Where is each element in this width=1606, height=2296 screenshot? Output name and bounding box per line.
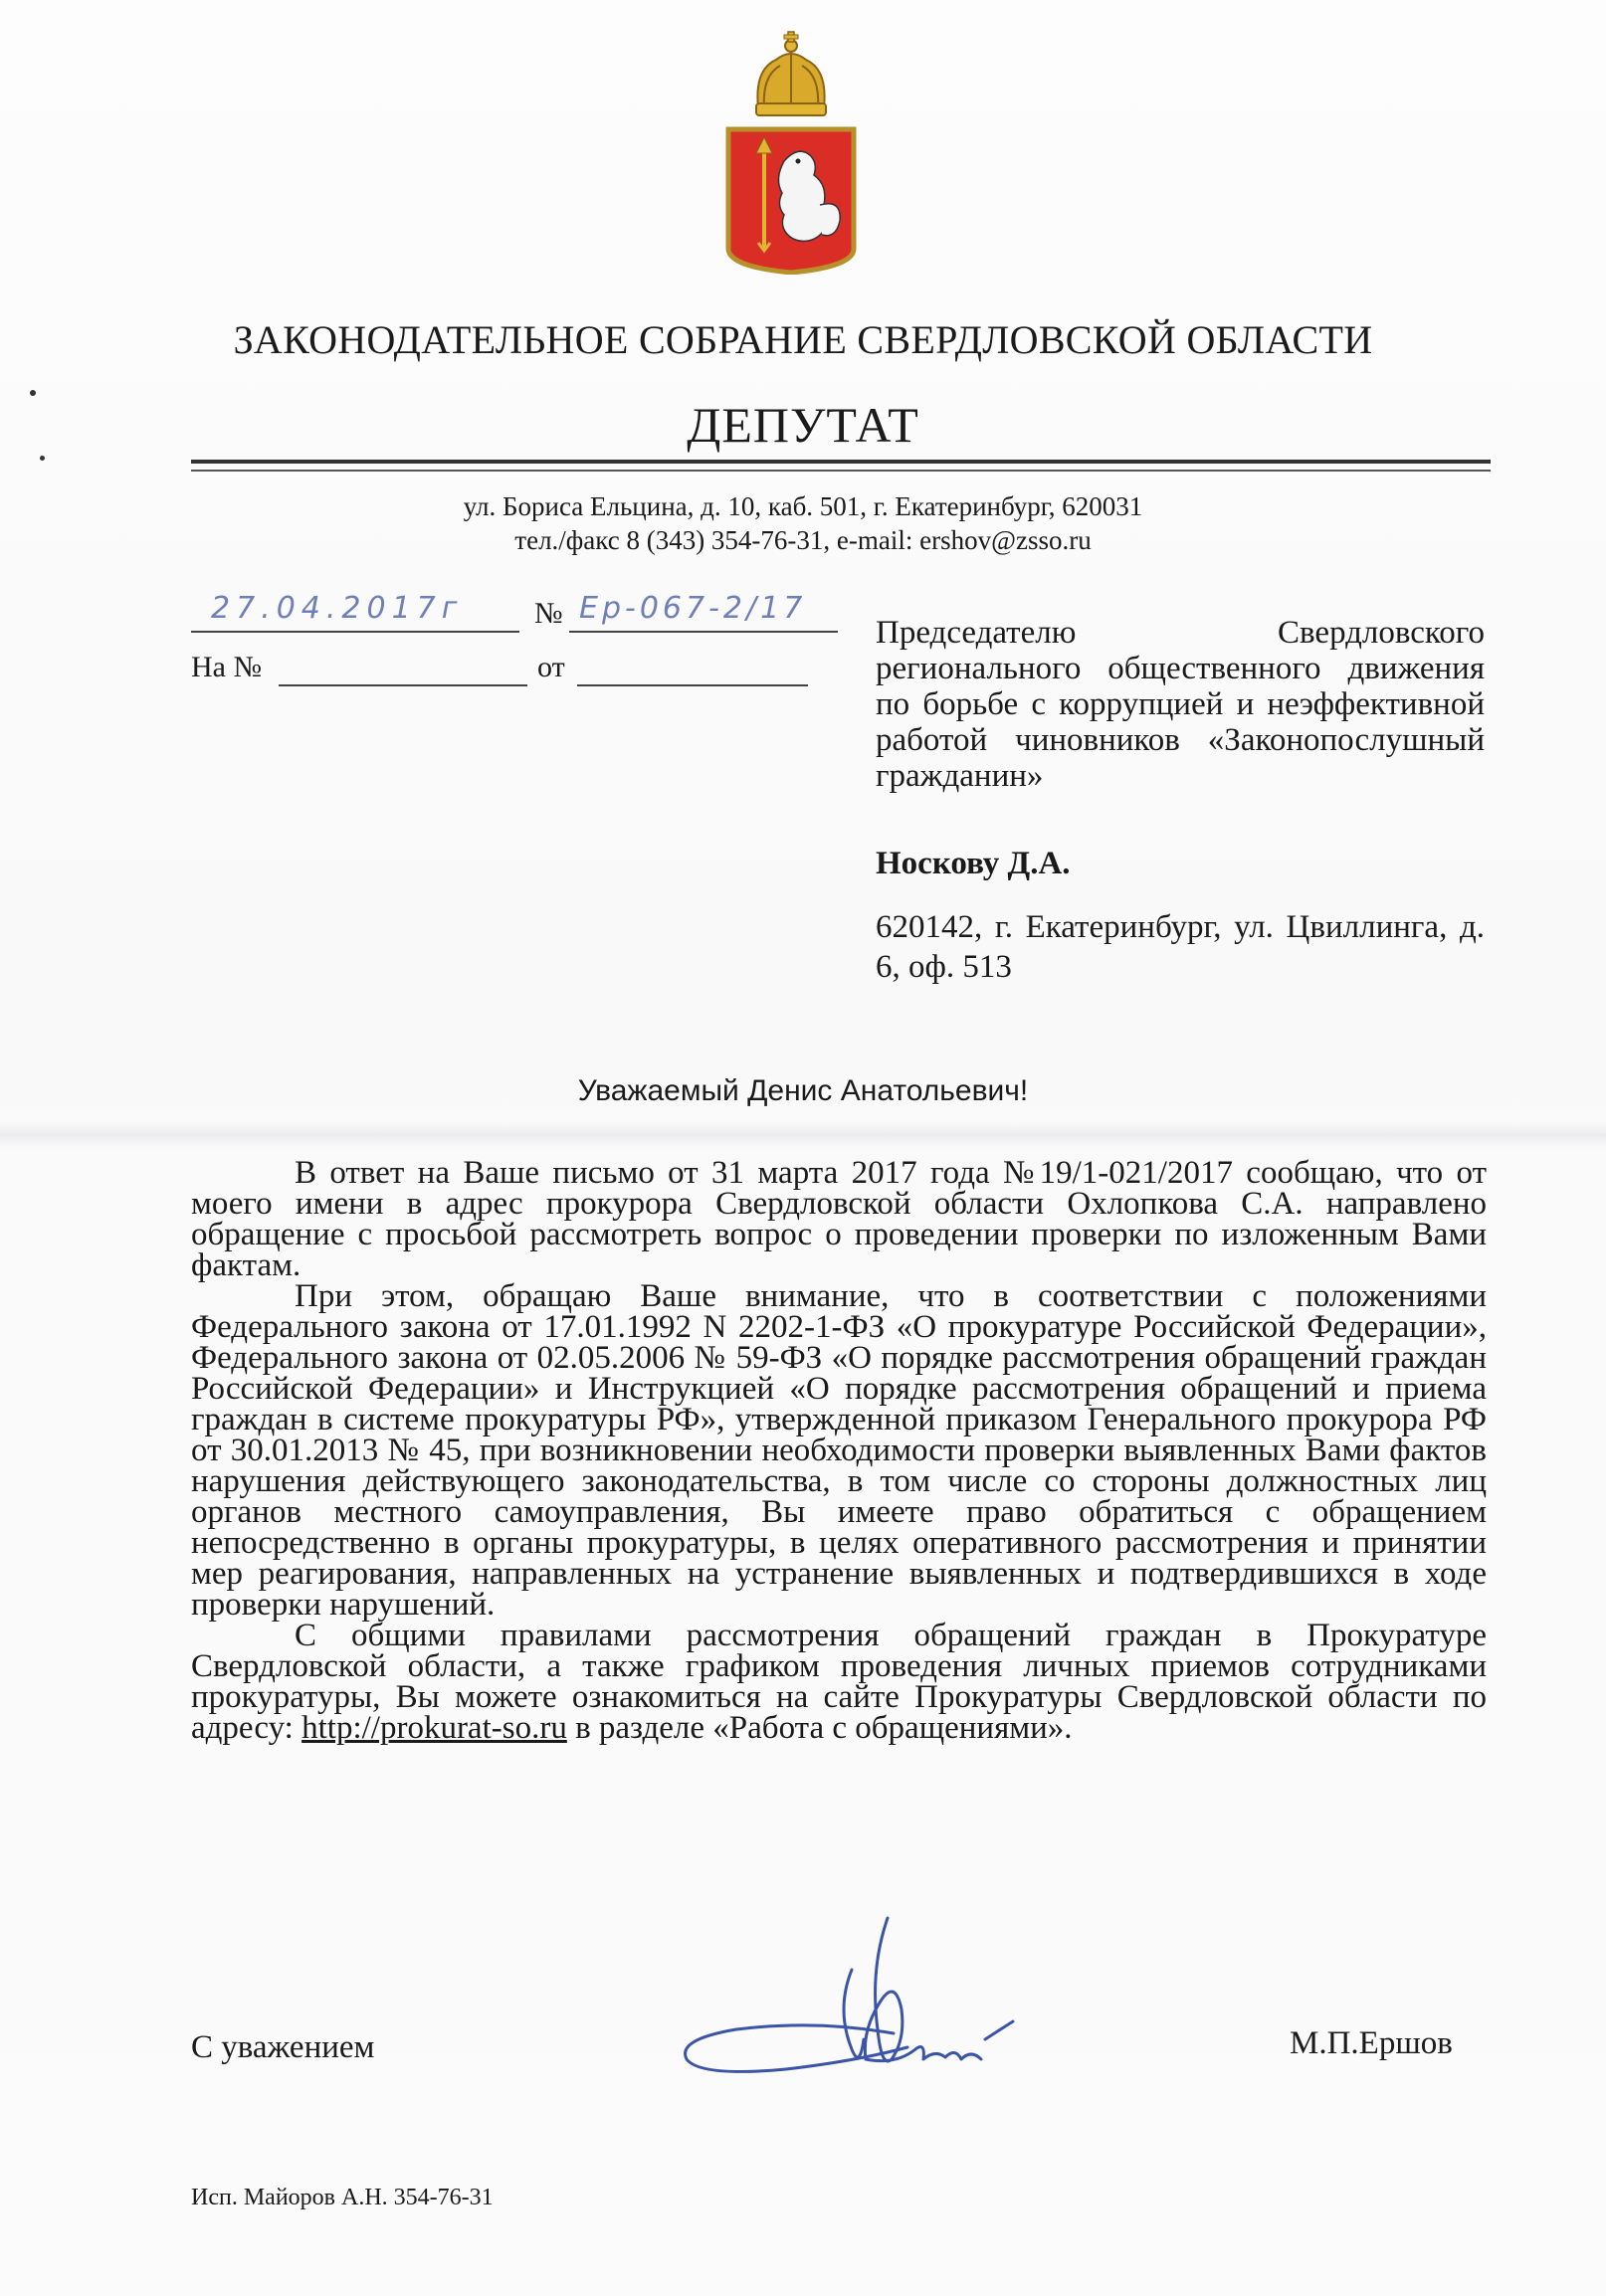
recipient-position: Председателю Свердловского регионального общественного движения по борьбе с коррупцией и неэффективной работой чиновников «Законопослушный гражданин» [876,615,1485,794]
reference-line [191,651,838,694]
number-label: № [534,597,563,630]
paragraph [191,1618,1487,1746]
registration-date: 27.04.2017г [211,591,464,626]
paragraph-text: в разделе «Работа с обращениями». [566,1710,1073,1746]
header-rule [191,470,1491,472]
paper-fold [0,1122,1606,1148]
organization-name: ЗАКОНОДАТЕЛЬНОЕ СОБРАНИЕ СВЕРДЛОВСКОЙ ОБЛАСТИ [233,317,1373,362]
recipient-name: Носкову Д.А. [876,846,1071,881]
letter-body [191,1155,1487,1746]
registration-number: Ер-067-2/17 [579,591,807,626]
scan-speck [40,456,45,461]
number-underline [569,631,838,633]
closing: С уважением [191,2029,375,2065]
deputy-title: ДЕПУТАТ [687,397,919,453]
crown-icon [756,32,826,115]
executor-info: Исп. Майоров А.Н. 354-76-31 [191,2185,494,2210]
signer-name: М.П.Ершов [1290,2025,1453,2061]
ref-from-label: от [537,651,565,683]
paragraph: При этом, обращаю Ваше внимание, что в соответствии с положениями Федерального закона от 17.01.1992 N 2202-1-ФЗ «О прокуратуре Российской Федерации», Федерального закона от 02.05.2006 № 59-ФЗ «О порядке рассмотрения обращений граждан Российской Федерации» и Инструкцией «О порядке рассмотрения обращений и приема граждан в системе прокуратуры РФ», утвержденной приказом Генерального прокурора РФ от 30.01.2013 № 45, при возникновении необходимости проверки выявленных Вами фактов нарушения действующего законодательства, в том числе со стороны должностных лиц органов местного самоуправления, Вы имеете право обратиться с обращением непосредственно в органы прокуратуры, в целях оперативного рассмотрения и принятии мер реагирования, направленных на устранение выявленных и подтвердившихся в ходе проверки нарушений. [191,1278,1487,1623]
ref-number-label: На № [191,651,263,683]
office-address: ул. Бориса Ельцина, д. 10, каб. 501, г. Екатеринбург, 620031 [463,491,1143,521]
recipient-address: 620142, г. Екатеринбург, ул. Цвиллинга, д. 6, оф. 513 [876,909,1485,985]
paragraph-text: С общими правилами рассмотрения обращений граждан в Прокуратуре Свердловской области, а также графиком проведения личных приемов сотрудниками прокуратуры, Вы можете ознакомиться на сайте Прокуратуры Свердловской области по адресу: [191,1618,1487,1746]
office-contacts: тел./факс 8 (343) 354-76-31, e-mail: ershov@zsso.ru [514,525,1092,555]
header-rule [191,460,1491,464]
ref-date-blank [577,684,808,686]
registration-line [191,587,838,637]
prosecutor-site-link[interactable]: http://prokurat-so.ru [301,1710,567,1746]
handwritten-signature [657,1910,1055,2109]
date-underline [191,631,519,633]
sverdlovsk-oblast-coat-of-arms-icon [724,30,858,275]
paragraph: В ответ на Ваше письмо от 31 марта 2017 года №19/1-021/2017 сообщаю, что от моего имени в адрес прокурора Свердловской области Охлопкова С.А. направлено обращение с просьбой рассмотреть вопрос о проведении проверки по изложенным Вами фактам. [191,1155,1487,1283]
ref-number-blank [279,684,527,686]
salutation: Уважаемый Денис Анатольевич! [577,1074,1029,1107]
